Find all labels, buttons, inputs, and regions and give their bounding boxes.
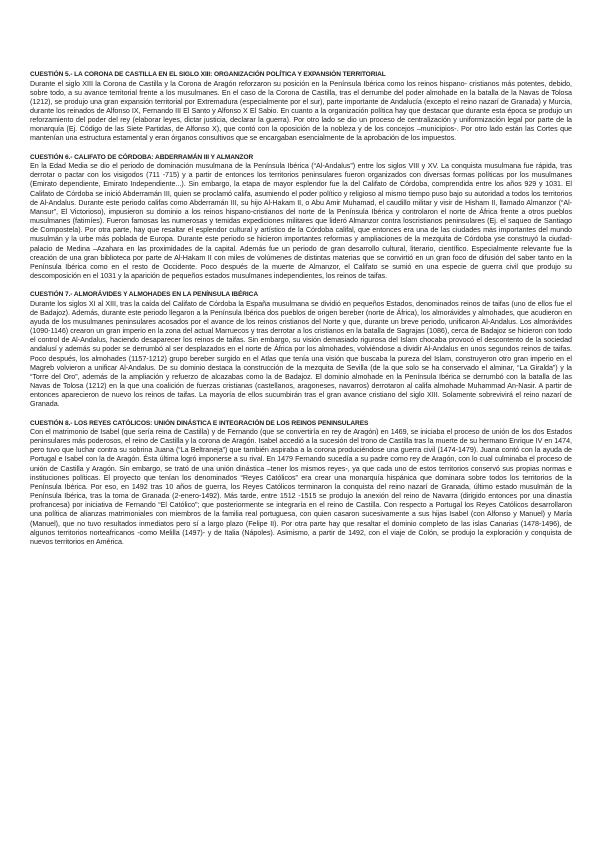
section-heading: CUESTIÓN 5.- LA CORONA DE CASTILLA EN EL SIGLO XIII: ORGANIZACIÓN POLÍTICA Y EXPANSIÓN TERRITORIAL (30, 71, 386, 78)
section-cuestion-7 (30, 290, 572, 409)
section-cuestion-6 (30, 153, 572, 282)
section-heading: CUESTIÓN 8.- LOS REYES CATÓLICOS: UNIÓN DINÁSTICA E INTEGRACIÓN DE LOS REINOS PENINSULARES (30, 419, 369, 427)
section-paragraph: En la Edad Media se dio el periodo de dominación musulmana de la Península Ibérica (“Al-Andalus”) entre los siglos VIII y XV. La conquista musulmana fue rápida, tras derrotar o pactar con los visigodos (711 -715) y a partir de entonces los territorios peninsulares fueron organizados con diversas formas políticas por los musulmanes (Emirato dependiente, Emirato Independiente...). Sin embargo, la etapa de mayor esplendor fue la del Califato de Córdoba, comprendida entre los años 929 y 1031. El Califato de Córdoba se inició Abderramán III, quien se proclamó califa, asumiendo el poder político y religioso al mismo tiempo puso bajo su autoridad a todos los territorios de Al-Andalus. Durante este periodo califas como Abderramán III, su hijo Al-Hakam II, o Abu Amir Muhamad, el caudillo militar y visir de Hisham II, llamado Almanzor (“Al-Mansur”, El Victorioso), impusieron su dominio a los reinos hispano-cristianos del norte de la Península Ibérica y controlaron el norte de África frente a otros pueblos musulmanes (fatimíes). Fueron famosas las numerosas y temidas expediciones militares que lideró Almanzor contra loscristianos peninsulares (Ej. el saqueo de Santiago de Compostela). Por otra parte, hay que resaltar el esplendor cultural y artístico de la Córdoba califal, que entonces era una de las ciudades más importantes del mundo musulmán y la urbe más poblada de Europa. Durante este periodo se hicieron importantes reformas y ampliaciones de la mezquita de Córdoba yse construyó la ciudad-palacio de Medina –Azahara en las proximidades de la capital. Además fue un periodo de gran desarrollo cultural, literario, científico. Especialmente relevante fue la creación de una gran biblioteca por parte de Al-Hakam II con miles de volúmenes de distintas materias que se convirtió en un gran foco de difusión del saber tanto en la Península Ibérica como en el resto de Occidente. Poco después de la muerte de Almanzor, el Califato se sumió en una especie de guerra civil que produjo su descomposición en el 1031 y la aparición de pequeños estados musulmanes independientes, los reinos de taifas. (30, 162, 572, 280)
section-heading: CUESTIÓN 7.- ALMORÁVIDES Y ALMOHADES EN LA PENÍNSULA IBÉRICA (30, 291, 258, 299)
document-page (30, 70, 572, 556)
section-cuestion-5 (30, 70, 572, 144)
section-paragraph: Durante los siglos XI al XIII, tras la caída del Califato de Córdoba la España musulmana se dividió en pequeños Estados, denominados reinos de taifas (uno de ellos fue el de Badajoz). Además, durante este periodo llegaron a la Península Ibérica dos pueblos de origen bereber (norte de África), los almorávides y almohades, que acudieron en ayuda de los musulmanes peninsulares acosados por el avance de los reinos cristianos del Norte y que, durante un breve periodo, unificaron Al-Andalus. Los almorávides (1090-1146) crearon un gran imperio en la zona del actual Marruecos y tras derrotar a los cristianos en la batalla de Sagrajas (1086), cerca de Badajoz se hicieron con todo el control de Al-Andalus, haciendo desaparecer los reinos de taifas. Sin embargo, su visión demasiado rigurosa del Islam chocaba provocó el descontento de la sociedad andalusí y además su poder se derrumbó al ser desplazados en el norte de África por los almohades, volviéndose a dividir Al-Andalus en unos segundos reinos de taifas. Poco después, los almohades (1157-1212) grupo bereber surgido en el Atlas que tenía una visión que buscaba la pureza del Islam, construyeron otro gran imperio en el Magreb volvieron a unificar Al-Andalus. De su dominio destaca la construcción de la mezquita de Sevilla (de la que solo se ha conservado el alminar, “La Giralda”) y la “Torre del Oro”, además de la ampliación y refuerzo de alcazabas como la de Badajoz. El dominio almohade en la Península Ibérica se derrumbó con la batalla de las Navas de Tolosa (1212) en la que una coalición de fuerzas cristianas (castellanos, aragoneses, navarros) derrotaron al califa almohade Muhammad An-Nasir. A partir de entonces aparecieron de nuevo los reinos de taifas. La mayoría de ellos sucumbirán tras el gran avance cristiano del siglo XIII. Solamente sobrevivirá el reino nazarí de Granada. (30, 299, 572, 409)
section-heading: CUESTIÓN 6.- CALIFATO DE CÓRDOBA: ABDERRAMÁN III Y ALMANZOR (30, 153, 254, 161)
section-paragraph: Durante el siglo XIII la Corona de Castilla y la Corona de Aragón reforzaron su posición en la Península Ibérica como los reinos hispano- cristianos más potentes, debido, sobre todo, a su avance territorial frente a los musulmanes. En el caso de la Corona de Castilla, tras el derrumbe del poder almohade en la batalla de la Navas de Tolosa (1212), se produjo una gran expansión territorial por Extremadura (especialmente por el sur), parte importante de Andalucía (excepto el reino nazarí de Granada) y Murcia, durante los reinados de Alfonso IX, Fernando III El Santo y Alfonso X El Sabio. En cuanto a la organización política hay que destacar que durante esta época se produjo un reforzamiento del poder del rey (elaborar leyes, dictar justicia, declarar la guerra). Por otro lado se dio un proceso de centralización y uniformización legal por parte de la monarquía (Ej. Código de las Siete Partidas, de Alfonso X), que contó con la oposición de la nobleza y de los concejos –municipios-. Por otro lado están las Cortes que mantenían una estructura estamental y eran órganos consultivos que se encargaban esencialmente de la aprobación de los impuestos. (30, 79, 572, 143)
section-cuestion-8 (30, 419, 572, 548)
section-paragraph: Con el matrimonio de Isabel (que sería reina de Castilla) y de Fernando (que se convertiría en rey de Aragón) en 1469, se iniciaba el proceso de unión de los dos Estados peninsulares más poderosos, el reino de Castilla y la corona de Aragón. Isabel accedió a la sucesión del trono de Castilla tras la muerte de su hermano Enrique IV en 1474, pero tuvo que luchar contra su sobrina Juana (“La Beltraneja”) que también aspiraba a la corona produciéndose una guerra civil (1474-1479). Juana contó con la ayuda de Portugal e Isabel con la de Aragón. Ésta última logró imponerse a su rival. En 1479 Fernando sucedía a su padre como rey de Aragón, con lo cual culminaba el proceso de unión de Castilla y Aragón. Sin embargo, se trató de una unión dinástica –tener los mismos reyes-, ya que cada uno de estos territorios conservó sus propias normas e instituciones políticas. El proyecto que tenían los denominados “Reyes Católicos” era crear una monarquía hispánica que dominara sobre todos los territorios de la Península Ibérica. Por eso, en 1492 tras 10 años de guerra, los Reyes Católicos terminaron la conquista del reino nazarí de Granada, último estado musulmán de la Península Ibérica, tras la toma de Granada (2-enero-1492). Más tarde, entre 1512 -1515 se produjo la anexión del reino de Navarra (dirigido entonces por una dinastía profrancesa) por iniciativa de Fernando “El Católico”; que posteriormente se integraría en el reino de Castilla. Con respecto a Portugal los Reyes Católicos desarrollaron una política de alianzas matrimoniales con miembros de la familia real portuguesa, con quien casaron sucesivamente a sus hijas Isabel (con Alfonso y Manuel) y María (Manuel), que no tuvo resultados inmediatos pero sí a largo plazo (Felipe II). Por otra parte hay que resaltar el dominio completo de las islas Canarias (1478-1496), de algunos territorios norteafricanos -como Melilla (1497)- y de Italia (Nápoles). Asimismo, a partir de 1492, con el viaje de Colón, se produjo la exploración y conquista de nuevos territorios en América. (30, 428, 572, 546)
